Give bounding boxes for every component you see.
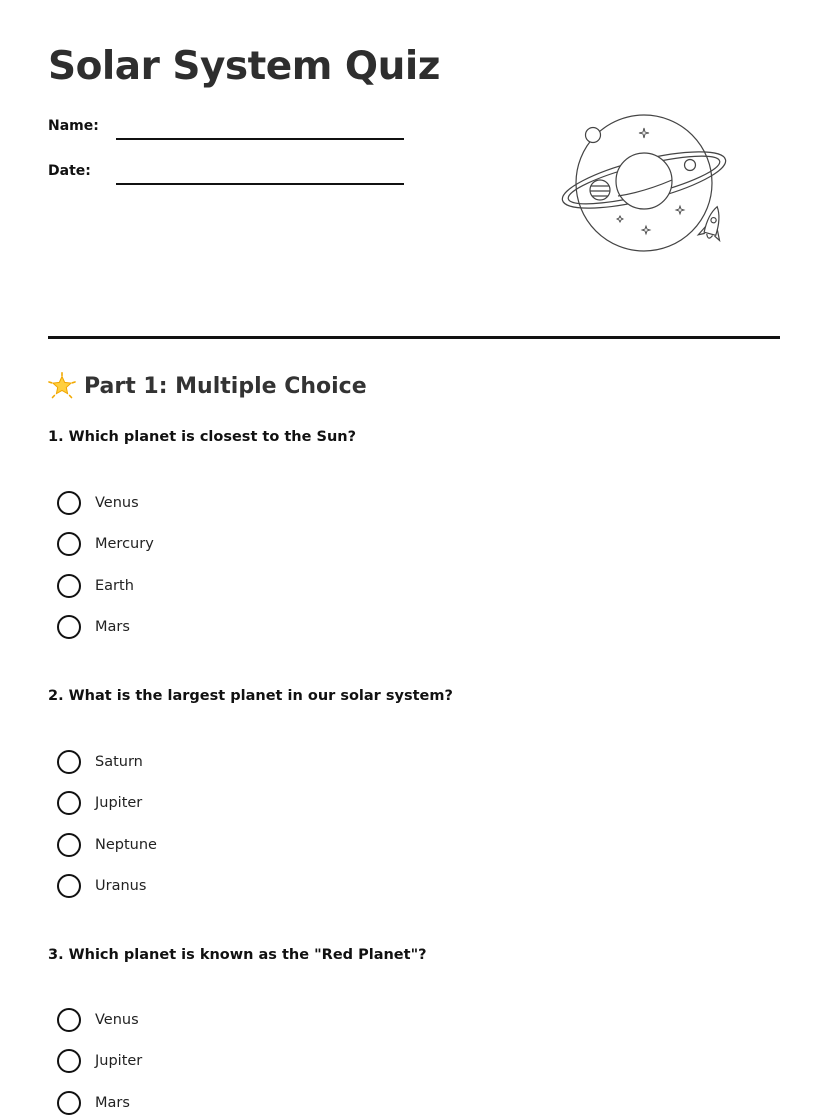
option-label: Mercury — [95, 536, 154, 552]
option-label: Jupiter — [95, 1053, 143, 1069]
question-1: 1. Which planet is closest to the Sun? — [48, 429, 356, 445]
option-label: Earth — [95, 578, 134, 594]
q2-option-neptune[interactable] — [57, 832, 157, 858]
radio-button[interactable] — [57, 750, 81, 774]
q2-option-saturn[interactable] — [57, 749, 143, 775]
q1-option-mercury[interactable] — [57, 531, 154, 557]
option-label: Venus — [95, 495, 139, 511]
q3-option-mars[interactable] — [57, 1090, 130, 1116]
question-2: 2. What is the largest planet in our solar system? — [48, 688, 453, 704]
q1-option-venus[interactable] — [57, 490, 139, 516]
option-label: Mars — [95, 1095, 130, 1111]
radio-button[interactable] — [57, 1008, 81, 1032]
option-label: Jupiter — [95, 795, 143, 811]
page-title: Solar System Quiz — [48, 44, 440, 89]
q1-option-earth[interactable] — [57, 573, 134, 599]
section-divider — [48, 336, 780, 339]
radio-button[interactable] — [57, 574, 81, 598]
radio-button[interactable] — [57, 532, 81, 556]
q2-option-uranus[interactable] — [57, 873, 146, 899]
question-3: 3. Which planet is known as the "Red Planet"? — [48, 947, 427, 963]
radio-button[interactable] — [57, 791, 81, 815]
glowing-star-icon — [48, 372, 76, 400]
planet-with-ring-and-rocket-icon — [556, 108, 732, 256]
part-1-heading-text: Part 1: Multiple Choice — [84, 373, 367, 399]
q3-option-venus[interactable] — [57, 1007, 139, 1033]
date-field[interactable] — [116, 183, 404, 185]
radio-button[interactable] — [57, 615, 81, 639]
date-label: Date: — [48, 163, 91, 179]
q3-option-jupiter[interactable] — [57, 1048, 142, 1074]
q1-option-mars[interactable] — [57, 614, 130, 640]
option-label: Venus — [95, 1012, 139, 1028]
option-label: Uranus — [95, 878, 147, 894]
q2-option-jupiter[interactable] — [57, 790, 142, 816]
radio-button[interactable] — [57, 1049, 81, 1073]
name-label: Name: — [48, 118, 99, 134]
radio-button[interactable] — [57, 874, 81, 898]
name-field[interactable] — [116, 138, 404, 140]
option-label: Mars — [95, 619, 130, 635]
radio-button[interactable] — [57, 491, 81, 515]
radio-button[interactable] — [57, 833, 81, 857]
radio-button[interactable] — [57, 1091, 81, 1115]
option-label: Neptune — [95, 837, 157, 853]
part-1-heading — [48, 372, 367, 400]
option-label: Saturn — [95, 754, 143, 770]
